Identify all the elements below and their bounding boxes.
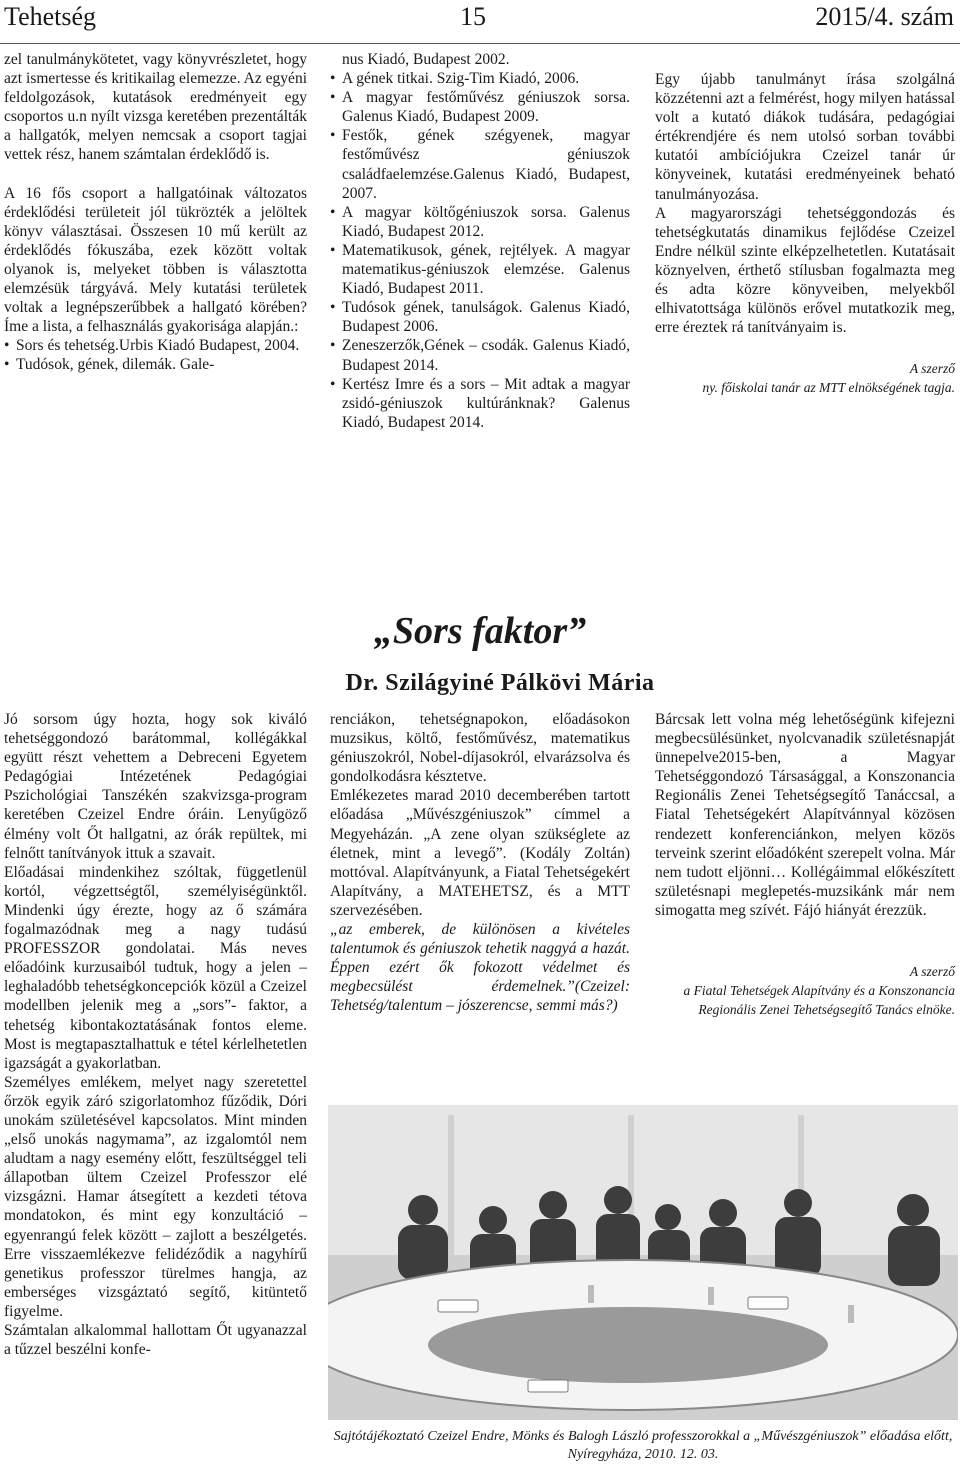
list-item: • A magyar költőgéniuszok sorsa. Galenus Kiadó, Budapest 2012. (330, 203, 630, 241)
article-author: Dr. Szilágyiné Pálkövi Mária (345, 670, 655, 696)
list-item: • Kertész Imre és a sors – Mit adtak a magyar zsidó-géniuszok kultúránknak? Galenus Kiadó, Budapest 2014. (330, 375, 630, 432)
list-item: • Tudósok, gének, dilemák. Gale- (4, 355, 307, 374)
list-item: • Zeneszerzők,Gének – csodák. Galenus Kiadó, Budapest 2014. (330, 336, 630, 374)
article-column-2 (330, 710, 630, 1016)
book-list (4, 336, 307, 374)
paragraph: Egy újabb tanulmányt írása szolgálná közzétenni azt a felmérést, hogy milyen hatással volt a kutató diákok tudására, pedagógiai értékrendjére és nem utolsó sorban további kutatói ambíciójukra Czeizel tanár úr könyveinek, kutatási eredményeinek beható tanulmányozása. (655, 71, 955, 203)
prev-article-column-2 (330, 50, 630, 432)
paragraph: renciákon, tehetségnapokon, előadásokon muzsikus, költő, festőművész, matematikus géniuszokról, Nobel-díjasokról, elvarázsolva és gondolkodásra késztetve. (330, 711, 630, 786)
signature-affiliation: ny. főiskolai tanár az MTT elnökségének tagja. (702, 380, 955, 396)
magazine-name: Tehetség (4, 2, 97, 31)
page-header (0, 0, 960, 46)
paragraph: Számtalan alkalommal hallottam Őt ugyanazzal a tűzzel beszélni konfe- (4, 1322, 307, 1359)
paragraph: Előadásai mindenkihez szóltak, függetlenül kortól, végzettségtől, személyiségünktől. Mindenki úgy érezte, hogy az ő számára fogalmazódnak meg a nagy tudású PROFESSZOR gondolatai. Más neves előadóink kurzusaiból tudtuk, hogy a jelen – leghaladóbb tehetségkoncepciók közül a Czeizel modellben jelenik meg a „sors”- faktor, a tehetség kibontakoztatásának fontos eleme. Most is megtapasztalhattuk e tétel kérlelhetetlen igazságát a gyakorlatban. (4, 863, 307, 1072)
signature-affiliation: a Fiatal Tehetségek Alapítvány és a Konszonancia Regionális Zenei Tehetségsegítő Tanács elnöke. (683, 983, 955, 1018)
paragraph: A 16 fős csoport a hallgatóinak változatos érdeklődési területeit jól tükrözték a jelöltek könyv választásai. Összesen 10 mű került az érdeklődés fókuszába, ezek között voltak olyanok is, melyeket többen is választotta elemzésük tárgyává. Mely kutatási területek voltak a legnépszerűbbek a hallgató körében? Íme a lista, a felhasználás gyakorisága alapján.: (4, 184, 307, 336)
article-column-1 (4, 710, 307, 1359)
paragraph: Bárcsak lett volna még lehetőségünk kifejezni megbecsülésünket, nyolcvanadik születésnapját ünnepelve2015-ben, a Magyar Tehetséggondozó Társasággal, a Konszonancia Regionális Zenei Tehetségsegítő Tanáccsal, a Fiatal Tehetségekért Alapítvánnyal közösen rendezett konferenciánkon, melyen közös terveink szerint előadóként szerepelt volna. Már nem tudott eljönni… Kollégáimmal előkészített születésnapi meglepetés-muzsikánk már nem simogatta meg szívét. Fájó hiányát érezzük. (655, 711, 955, 919)
book-list (330, 50, 630, 432)
list-item: • A magyar festőművész géniuszok sorsa. Galenus Kiadó, Budapest 2009. (330, 88, 630, 126)
author-signature (655, 962, 955, 1019)
author-signature (655, 359, 955, 397)
prev-article-column-1 (4, 50, 307, 375)
article-title: „Sors faktor” (373, 610, 587, 652)
list-item: • Festők, gének szégyenek, magyar festőművész géniuszok családfaelemzése.Galenus Kiadó, Budapest, 2007. (330, 126, 630, 202)
paragraph: zel tanulmánykötetet, vagy könyvrészletet, hogy azt ismertesse és kritikailag elemezze. Az egyéni feldolgozások, kutatások eredményeit egy csoportos u.n nyílt vizsga keretében prezentálták a hallgatók, melyen nemcsak a csoport tagjai vettek rész, hanem számtalan érdeklődő is. (4, 51, 307, 164)
paragraph: Emlékezetes marad 2010 decemberében tartott előadása „Művészgéniuszok” címmel a Megyeházán. „A zene olyan szükséglete az életnek, mint a levegő”. (Kodály Zoltán) mottóval. Alapítványunk, a Fiatal Tehetségekért Alapítvány, a MATEHETSZ, és a MTT szervezésében. (330, 787, 630, 919)
paragraph: A magyarországi tehetséggondozás és tehetségkutatás dinamikus fejlődése Czeizel Endre nélkül szinte elképzelhetetlen. Kutatásait köznyelven, érthető stílusban fogalmazta meg és adta közre könyveiben, melyekből elhivatottsága különös erővel mutatkozik meg, erre éreztek rá tanítványaim is. (655, 204, 955, 337)
list-item-continued: nus Kiadó, Budapest 2002. (342, 51, 510, 68)
paragraph: Jó sorsom úgy hozta, hogy sok kiváló tehetséggondozó barátommal, kollégákkal együtt részt vehettem a Debreceni Egyetem Pedagógiai Intézetének Pedagógiai Pszichológiai Tanszékén szakvizsga-program keretében Czeizel Endre óráin. Lenyűgöző élmény volt Őt hallgatni, az órák repültek, mi felnőtt tanítványok ittuk a szavait. (4, 711, 307, 862)
list-item: • Tudósok gének, tanulságok. Galenus Kiadó, Budapest 2006. (330, 298, 630, 336)
page-number: 15 (460, 2, 486, 31)
signature-label: A szerző (909, 361, 955, 377)
header-rule (0, 43, 960, 44)
signature-label: A szerző (909, 964, 955, 980)
article-column-3 (655, 710, 955, 1019)
paragraph: Személyes emlékem, melyet nagy szeretettel őrzök egyik záró szigorlatomhoz fűződik, Dóri unokám születésével kapcsolatos. Mint minden „első unokás nagymama”, az izgalomtól nem aludtam a nagy esemény előtt, feszültséggel teli állapotban ültem Czeizel Professzor elé vizsgázni. Hamar átsegített a kezdeti tétova mondatokon, és mint egy konzultáció – egyenrangú felek között – zajlott a beszélgetés. Erre visszaemlékezve felidéződik a nagyhírű genetikus professzor türelmes hangja, az emberséges vizsgáztató segítő, kitüntető figyelme. (4, 1073, 307, 1320)
issue-number: 2015/4. szám (815, 2, 954, 31)
list-item: • Sors és tehetség.Urbis Kiadó Budapest, 2004. (4, 336, 307, 355)
press-conference-photo (328, 1105, 958, 1420)
prev-article-column-3 (655, 70, 955, 397)
quote: „az emberek, de különösen a kivételes talentumok és géniuszok tehetik naggyá a hazát. Éppen ezért ők fokozott védelmet és megbecsülést érdemelnek.”(Czeizel: Tehetség/talentum – jószerencse, semmi más?) (330, 921, 630, 1015)
list-item: • Matematikusok, gének, rejtélyek. A magyar matematikus-géniuszok elemzése. Galenus Kiadó, Budapest 2011. (330, 241, 630, 298)
list-item: • A gének titkai. Szig-Tim Kiadó, 2006. (330, 69, 630, 88)
photo-caption: Sajtótájékoztató Czeizel Endre, Mönks és Balogh László professzorokkal a „Művészgéniuszok” előadása előtt, Nyíregyháza, 2010. 12. 03. (333, 1429, 953, 1462)
